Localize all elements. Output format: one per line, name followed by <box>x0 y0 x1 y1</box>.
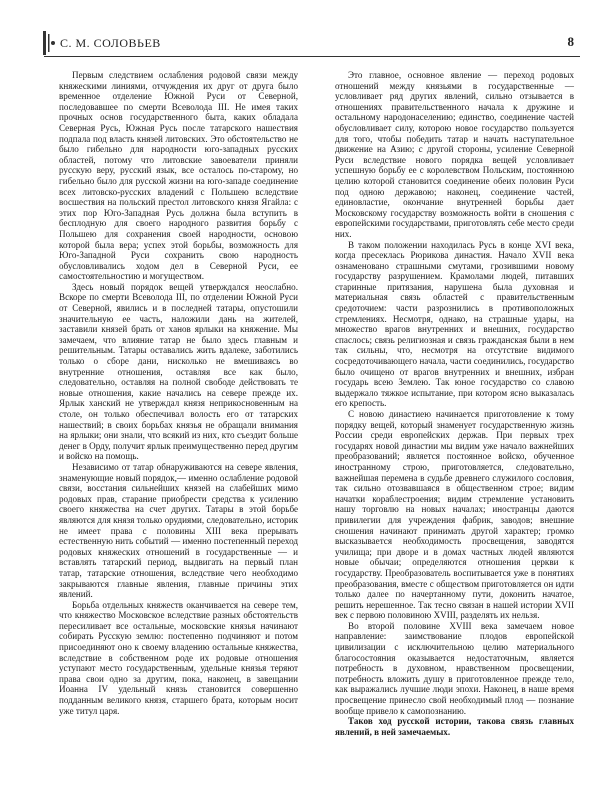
header-rule <box>44 56 580 57</box>
right-column <box>335 70 574 737</box>
paragraph: Это главное, основное явление — переход родовых отношений между князьями в государственные — условливает ряд других явлений, сильно отзывается в отношениях правительственного начала к дружине и остальному народонаселению; единство, соединение частей обусловливает силу, которою новое государство пользуется для того, чтобы победить татар и начать наступательное движение на Азию; с другой стороны, усиление Северной Руси вследствие нового порядка вещей условливает успешную борьбу ее с королевством Польским, постоянною целию которой становится соединение обеих половин Руси под одною державою; наконец, соединение частей, единовластие, окончание внутренней борьбы дает Московскому государству возможность войти в сношения с европейскими государствами, приготовлять себе место среди них. <box>335 70 574 239</box>
page-number: 8 <box>567 34 574 49</box>
paragraph: Во второй половине XVIII века замечаем новое направление: заимствование плодов европейской цивилизации с исключительною целию материального благосостояния оказывается недостаточным, является потребность в духовном, нравственном просвещении, потребность вложить душу в приготовленное прежде тело, как выражались лучшие люди эпохи. Наконец, в наше время просвещение принесло свой необходимый плод — познание вообще привело к самопознанию. <box>335 620 574 716</box>
left-column <box>59 70 298 716</box>
ornament-icon <box>42 30 56 56</box>
paragraph: В таком положении находилась Русь в конце XVI века, когда пресеклась Рюрикова династия. Начало XVII века ознаменовано страшными смутами, грозившими новому государству разрушением. Крамолами людей, питавших старинные притязания, нарушена была духовная и материальная связь областей с правительственным средоточием: части разрознились в противоположных стремлениях. Несмотря, однако, на страшные удары, на множество врагов внутренних и внешних, государство спаслось; связь религиозная и связь гражданская были в нем так сильны, что, несмотря на отсутствие видимого сосредоточивающего начала, части соединились, государство было очищено от врагов внутренних и внешних, избран государь всею Землею. Так юное государство со славою выдержало тяжкое испытание, при котором ясно выказалась его крепость. <box>335 239 574 409</box>
paragraph: Борьба отдельных княжеств оканчивается на севере тем, что княжество Московское вследствие разных обстоятельств пересиливает все остальные, московские князья начинают собирать Русскую землю: постепенно подчиняют и потом присоединяют оно к своему владению остальные княжества, вследствие в собственном роде их родовые отношения уступают место государственным, удельные князья теряют права свои одно за другим, пока, наконец, в завещании Иоанна IV удельный князь становится совершенно подданным великого князя, старшего брата, которым носит уже титул царя. <box>59 599 298 716</box>
paragraph: Независимо от татар обнаруживаются на севере явления, знаменующие новый порядок,— именно ослабление родовой связи, восстания сильнейших князей на слабейших мимо родовых прав, старание приобрести средства к усилению своего княжества на счет других. Татары в этой борьбе являются для князя только орудиями, следовательно, историк не имеет права с половины XIII века прерывать естественную нить событий — именно постепенный переход родовых княжеских отношений в государственные — и вставлять татарский период, выдвигать на первый план татар, татарские отношения, вследствие чего необходимо закрываются главные явления, главные причины этих явлений. <box>59 461 298 600</box>
paragraph: Первым следствием ослабления родовой связи между княжескими линиями, отчуждения их друг от друга было временное отделение Южной Руси от Северной, последовавшее по смерти Всеволода III. Не имея таких прочных основ государственного быта, каких обладала Северная Русь, Южная Русь после татарского нашествия подпала под власть князей литовских. Это обстоятельство не было гибельно для народности юго-западных русских областей, потому что литовские завоеватели приняли русскую веру, русский язык, все осталось по-старому, но гибельно было для русской жизни на юго-западе соединение всех литовско-русских владений с Польшею вследствие восшествия на польский престол литовского князя Ягайла: с этих пор Юго-Западная Русь должна была вступить в бесплодную для своего народного развития борьбу с Польшею для сохранения своей народности, основою которой была вера; успех этой борьбы, возможность для Юго-Западной Руси сохранить свою народность обусловливались ходом дел в Северной Руси, ее самостоятельностию и могуществом. <box>59 70 298 282</box>
running-title: С. М. СОЛОВЬЕВ <box>60 36 161 50</box>
page-header <box>44 30 580 60</box>
closing-statement: Таков ход русской истории, такова связь главных явлений, в ней замечаемых. <box>335 716 574 737</box>
paragraph: С новою династиею начинается приготовление к тому порядку вещей, который знаменует государственную жизнь России среди европейских держав. При первых трех государях новой династии мы видим уже начало важнейших преобразований; является постоянное войско, обученное иностранному строю, приготовляется, следовательно, важнейшая перемена в судьбе древнего служилого сословия, так сильно отозвавшаяся в общественном строе; видим начатки кораблестроения; видим стремление установить нашу торговлю на новых началах; иностранцы даются привилегии для учреждения фабрик, заводов; внешние сношения начинают принимать другой характер; громко высказывается необходимость просвещения, заводятся училища; при дворе и в домах частных людей являются новые обычаи; определяются отношения церкви к государству. Преобразователь воспитывается уже в понятиях преобразования, вместе с обществом приготовляется он идти только далее по начертанному пути, доконить начатое, решить нерешенное. Так тесно связан в нашей истории XVII век с первою половиною XVIII, разделять их нельзя. <box>335 409 574 621</box>
paragraph: Здесь новый порядок вещей утверждался неослабно. Вскоре по смерти Всеволода III, по отделении Южной Руси от Северной, явились и в последней татары, опустошили значительную ее часть, наложили дань на жителей, заставили князей брать от ханов ярлыки на княжение. Мы замечаем, что влияние татар не было здесь главным и решительным. Татары оставались жить вдалеке, заботились только о сборе дани, нисколько не вмешиваясь во внутренние отношения, оставляя все как было, следовательно, оставляя на полной свободе действовать те новые отношения, какие начались на севере прежде их. Ярлык ханский не утверждал князя неприкосновенным на столе, он только обеспечивал волость его от татарских нашествий; в своих борьбах князья не обращали внимания на ярлыки; они знали, что всякий из них, кто съездит больше денег в Орду, получит ярлык преимущественно перед другим и войско на помощь. <box>59 281 298 462</box>
